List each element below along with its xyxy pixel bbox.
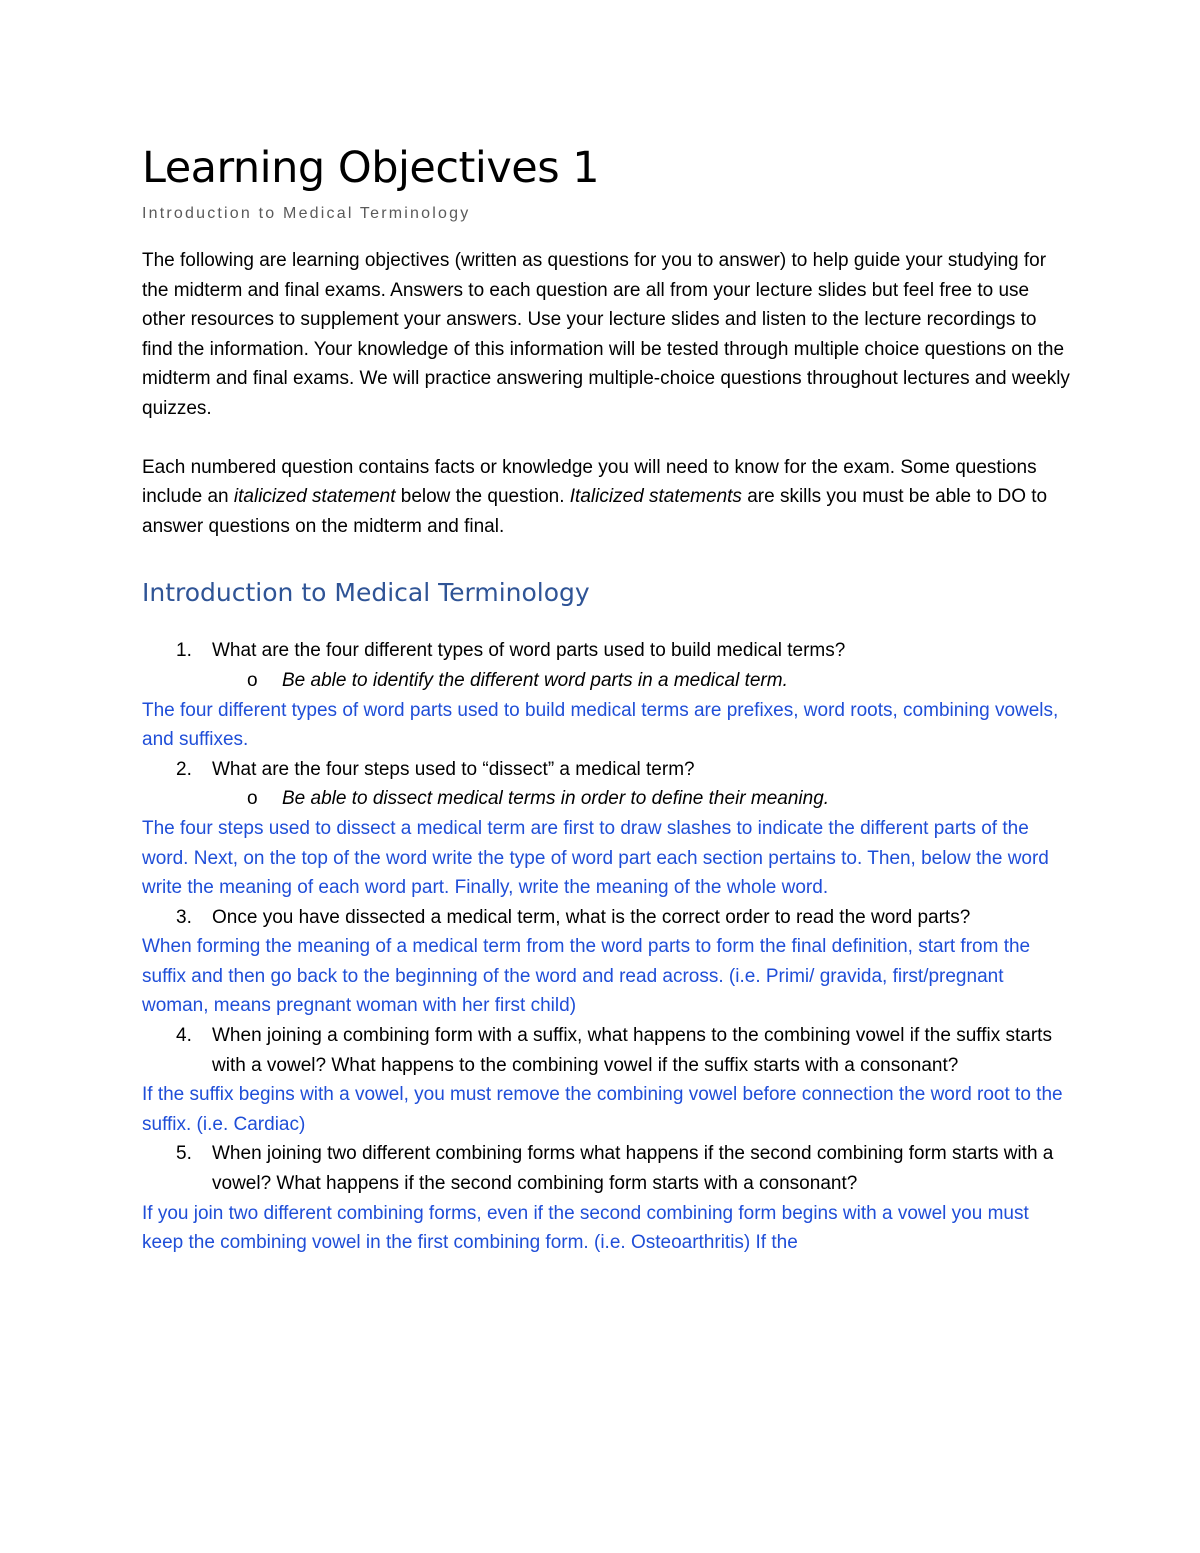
question-item <box>142 636 1072 666</box>
intro-text: below the question. <box>395 486 570 508</box>
intro-text: Each numbered question contains facts or knowledge you will need to know for the exam. Some questions include an <box>142 456 1037 508</box>
page-title: Learning Objectives 1 <box>142 143 600 193</box>
question-item <box>142 903 1072 933</box>
question-text: When joining two different combining forms what happens if the second combining form starts with a vowel? What happens if the second combining form starts with a consonant? <box>212 1143 1054 1195</box>
question-number: 3. <box>176 906 192 928</box>
question-number: 2. <box>176 758 192 780</box>
answer-text: The four different types of word parts used to build medical terms are prefixes, word roots, combining vowels, and suffixes. <box>142 699 1059 751</box>
bullet-marker: o <box>247 788 258 810</box>
intro-italic-text: italicized statement <box>233 486 396 508</box>
intro-paragraph-1: The following are learning objectives (written as questions for you to answer) to help guide your studying for the midterm and final exams. Answers to each question are all from your lecture slides but feel free to use other resources to supplement your answers. Use your lecture slides and listen to the lecture recordings to find the information. Your knowledge of this information will be tested through multiple choice questions on the midterm and final exams. We will practice answering multiple-choice questions throughout lectures and weekly quizzes. <box>142 250 1070 419</box>
intro-paragraph-2 <box>142 453 1072 542</box>
question-item <box>142 1139 1072 1198</box>
question-number: 1. <box>176 640 192 662</box>
question-number: 5. <box>176 1143 192 1165</box>
question-text: What are the four steps used to “dissect” a medical term? <box>212 758 695 780</box>
page-subtitle: Introduction to Medical Terminology <box>142 205 471 222</box>
answer-text: If the suffix begins with a vowel, you must remove the combining vowel before connection the word root to the suffix. (i.e. Cardiac) <box>142 1084 1063 1135</box>
question-number: 4. <box>176 1025 192 1047</box>
question-text: When joining a combining form with a suffix, what happens to the combining vowel if the suffix starts with a vowel? What happens to the combining vowel if the suffix starts with a consonant? <box>212 1025 1052 1076</box>
answer-text: When forming the meaning of a medical term from the word parts to form the final definition, start from the suffix and then go back to the beginning of the word and read across. (i.e. Primi/ gravida, first/pregnant woman, means pregnant woman with her first child) <box>142 936 1031 1017</box>
document-page <box>142 138 1072 1258</box>
question-list <box>142 636 1072 1257</box>
intro-italic-text: Italicized statements <box>569 486 742 508</box>
question-item <box>142 1021 1072 1080</box>
answer-text: The four steps used to dissect a medical term are first to draw slashes to indicate the different parts of the word. Next, on the top of the word write the type of word part each section pertains to. Then, below the word write the meaning of each word part. Finally, write the meaning of the whole word. <box>142 817 1049 899</box>
skill-text: Be able to dissect medical terms in order to define their meaning. <box>282 788 830 810</box>
bullet-marker: o <box>247 669 258 691</box>
skill-text: Be able to identify the different word parts in a medical term. <box>282 669 788 691</box>
section-heading: Introduction to Medical Terminology <box>142 578 590 608</box>
answer-text: If you join two different combining forms, even if the second combining form begins with a vowel you must keep the combining vowel in the first combining form. (i.e. Osteoarthritis) If the <box>142 1202 1029 1254</box>
intro-text: are skills you must be able to DO to answer questions on the midterm and final. <box>142 486 1048 537</box>
question-text: What are the four different types of word parts used to build medical terms? <box>212 640 846 662</box>
question-item <box>142 755 1072 785</box>
skill-statement <box>142 666 1072 696</box>
question-text: Once you have dissected a medical term, what is the correct order to read the word parts? <box>212 906 971 928</box>
skill-statement <box>142 784 1072 814</box>
